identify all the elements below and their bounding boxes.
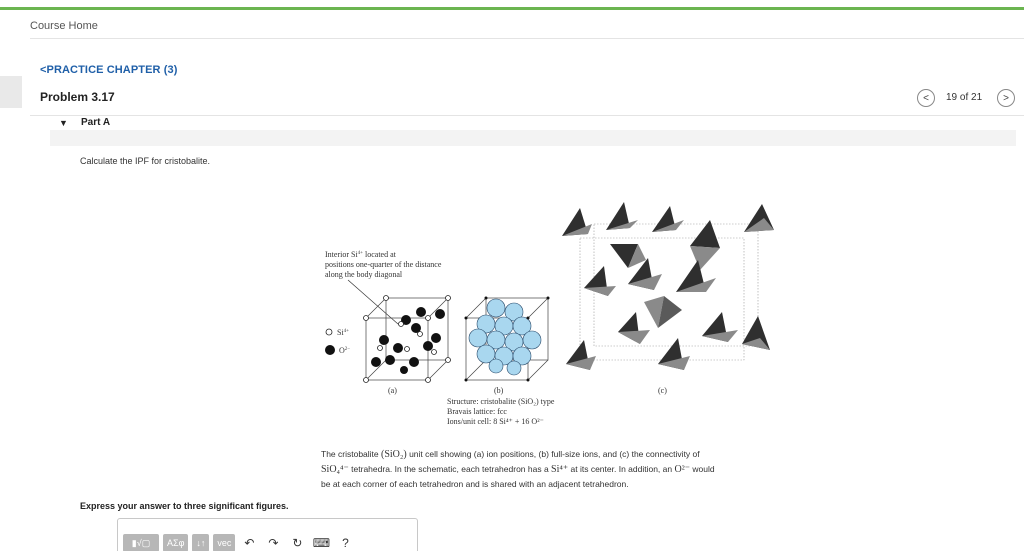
- reset-icon[interactable]: ↻: [292, 536, 303, 550]
- chevron-right-icon: >: [1003, 92, 1009, 104]
- answer-instruction: Express your answer to three significant figures.: [80, 501, 289, 511]
- tetrahedron: [562, 208, 592, 236]
- tetrahedron: [566, 340, 596, 370]
- caption-formula: O²⁻: [674, 464, 690, 475]
- caption-formula: Si⁴⁺: [551, 464, 569, 475]
- tetrahedron: [742, 316, 770, 350]
- structure-text: Structure: cristobalite (SiO₂) type: [447, 397, 555, 406]
- divider: [30, 38, 1024, 39]
- tetrahedron: [644, 296, 682, 328]
- part-label[interactable]: Part A: [81, 117, 111, 128]
- caption-text: be at each corner of each tetrahedron and is shared with an adjacent tetrahedron.: [321, 479, 629, 489]
- annotation-pointer: [348, 280, 398, 324]
- tetrahedron: [690, 220, 720, 270]
- tetrahedron: [676, 260, 716, 292]
- tetrahedron: [618, 312, 650, 344]
- redo-icon[interactable]: ↷: [268, 536, 279, 550]
- problem-title: Problem 3.17: [40, 90, 115, 104]
- top-accent-bar: [0, 7, 1024, 10]
- question-text: Calculate the IPF for cristobalite.: [80, 156, 211, 166]
- legend-si-label: $Si^{4+}$: [337, 328, 349, 337]
- keyboard-icon[interactable]: ⌨: [312, 536, 331, 550]
- left-highlight: [0, 76, 22, 108]
- caption-formula: SiO₄⁴⁻: [321, 464, 349, 475]
- subscript-superscript-button[interactable]: ↓↑: [192, 534, 209, 551]
- caption-text: The cristobalite: [321, 449, 381, 459]
- figure-caption: [321, 447, 791, 491]
- course-home-link[interactable]: Course Home: [30, 20, 98, 32]
- legend-o-marker: [325, 345, 335, 355]
- label-b: (b): [494, 386, 504, 395]
- tetrahedron: [652, 206, 684, 232]
- lattice-text: Bravais lattice: fcc: [447, 407, 507, 416]
- caption-text: at its center. In addition, an: [568, 464, 675, 474]
- annotation-line-2: positions one-quarter of the distance: [325, 260, 442, 269]
- full-size-ion-spheres: [469, 299, 541, 375]
- tetrahedron: [584, 266, 616, 296]
- collapse-caret-icon[interactable]: ▼: [59, 118, 68, 128]
- figure-svg: [318, 200, 778, 440]
- math-toolbar: [123, 534, 355, 551]
- prev-problem-button[interactable]: [917, 89, 935, 107]
- caption-formula: (SiO₂): [381, 449, 407, 460]
- legend-o-label: $O^{2-}$: [339, 346, 351, 355]
- caption-text: unit cell showing (a) ion positions, (b) full-size ions, and (c) the connectivity of: [406, 449, 700, 459]
- help-icon[interactable]: ?: [342, 536, 349, 550]
- annotation-line-1: Interior $Si^{4+}$ located at: [325, 250, 396, 259]
- tetrahedron: [606, 202, 638, 230]
- next-problem-button[interactable]: [997, 89, 1015, 107]
- part-content-panel: [50, 130, 1016, 146]
- templates-button[interactable]: ▮√▢: [123, 534, 159, 551]
- tetrahedron: [744, 204, 774, 232]
- annotation-line-3: along the body diagonal: [325, 270, 403, 279]
- tetrahedron: [702, 312, 738, 342]
- vector-button[interactable]: vec: [213, 534, 235, 551]
- cristobalite-figure: [318, 200, 778, 440]
- ions-per-cell-text: Ions/unit cell: 8 Si⁴⁺ + 16 O²⁻: [447, 417, 544, 426]
- tetrahedron: [610, 244, 646, 268]
- caption-text: would: [689, 464, 715, 474]
- caption-text: tetrahedra. In the schematic, each tetrahedron has a: [348, 464, 552, 474]
- undo-icon[interactable]: ↶: [244, 536, 255, 550]
- greek-symbols-button[interactable]: AΣφ: [163, 534, 188, 551]
- legend-si-marker: [326, 329, 332, 335]
- chevron-left-icon: <: [923, 92, 929, 104]
- label-a: (a): [388, 386, 397, 395]
- practice-chapter-link[interactable]: <PRACTICE CHAPTER (3): [40, 64, 178, 76]
- tetrahedron: [658, 338, 690, 370]
- problem-counter: 19 of 21: [946, 92, 983, 103]
- label-c: (c): [658, 386, 667, 395]
- divider: [30, 115, 1024, 116]
